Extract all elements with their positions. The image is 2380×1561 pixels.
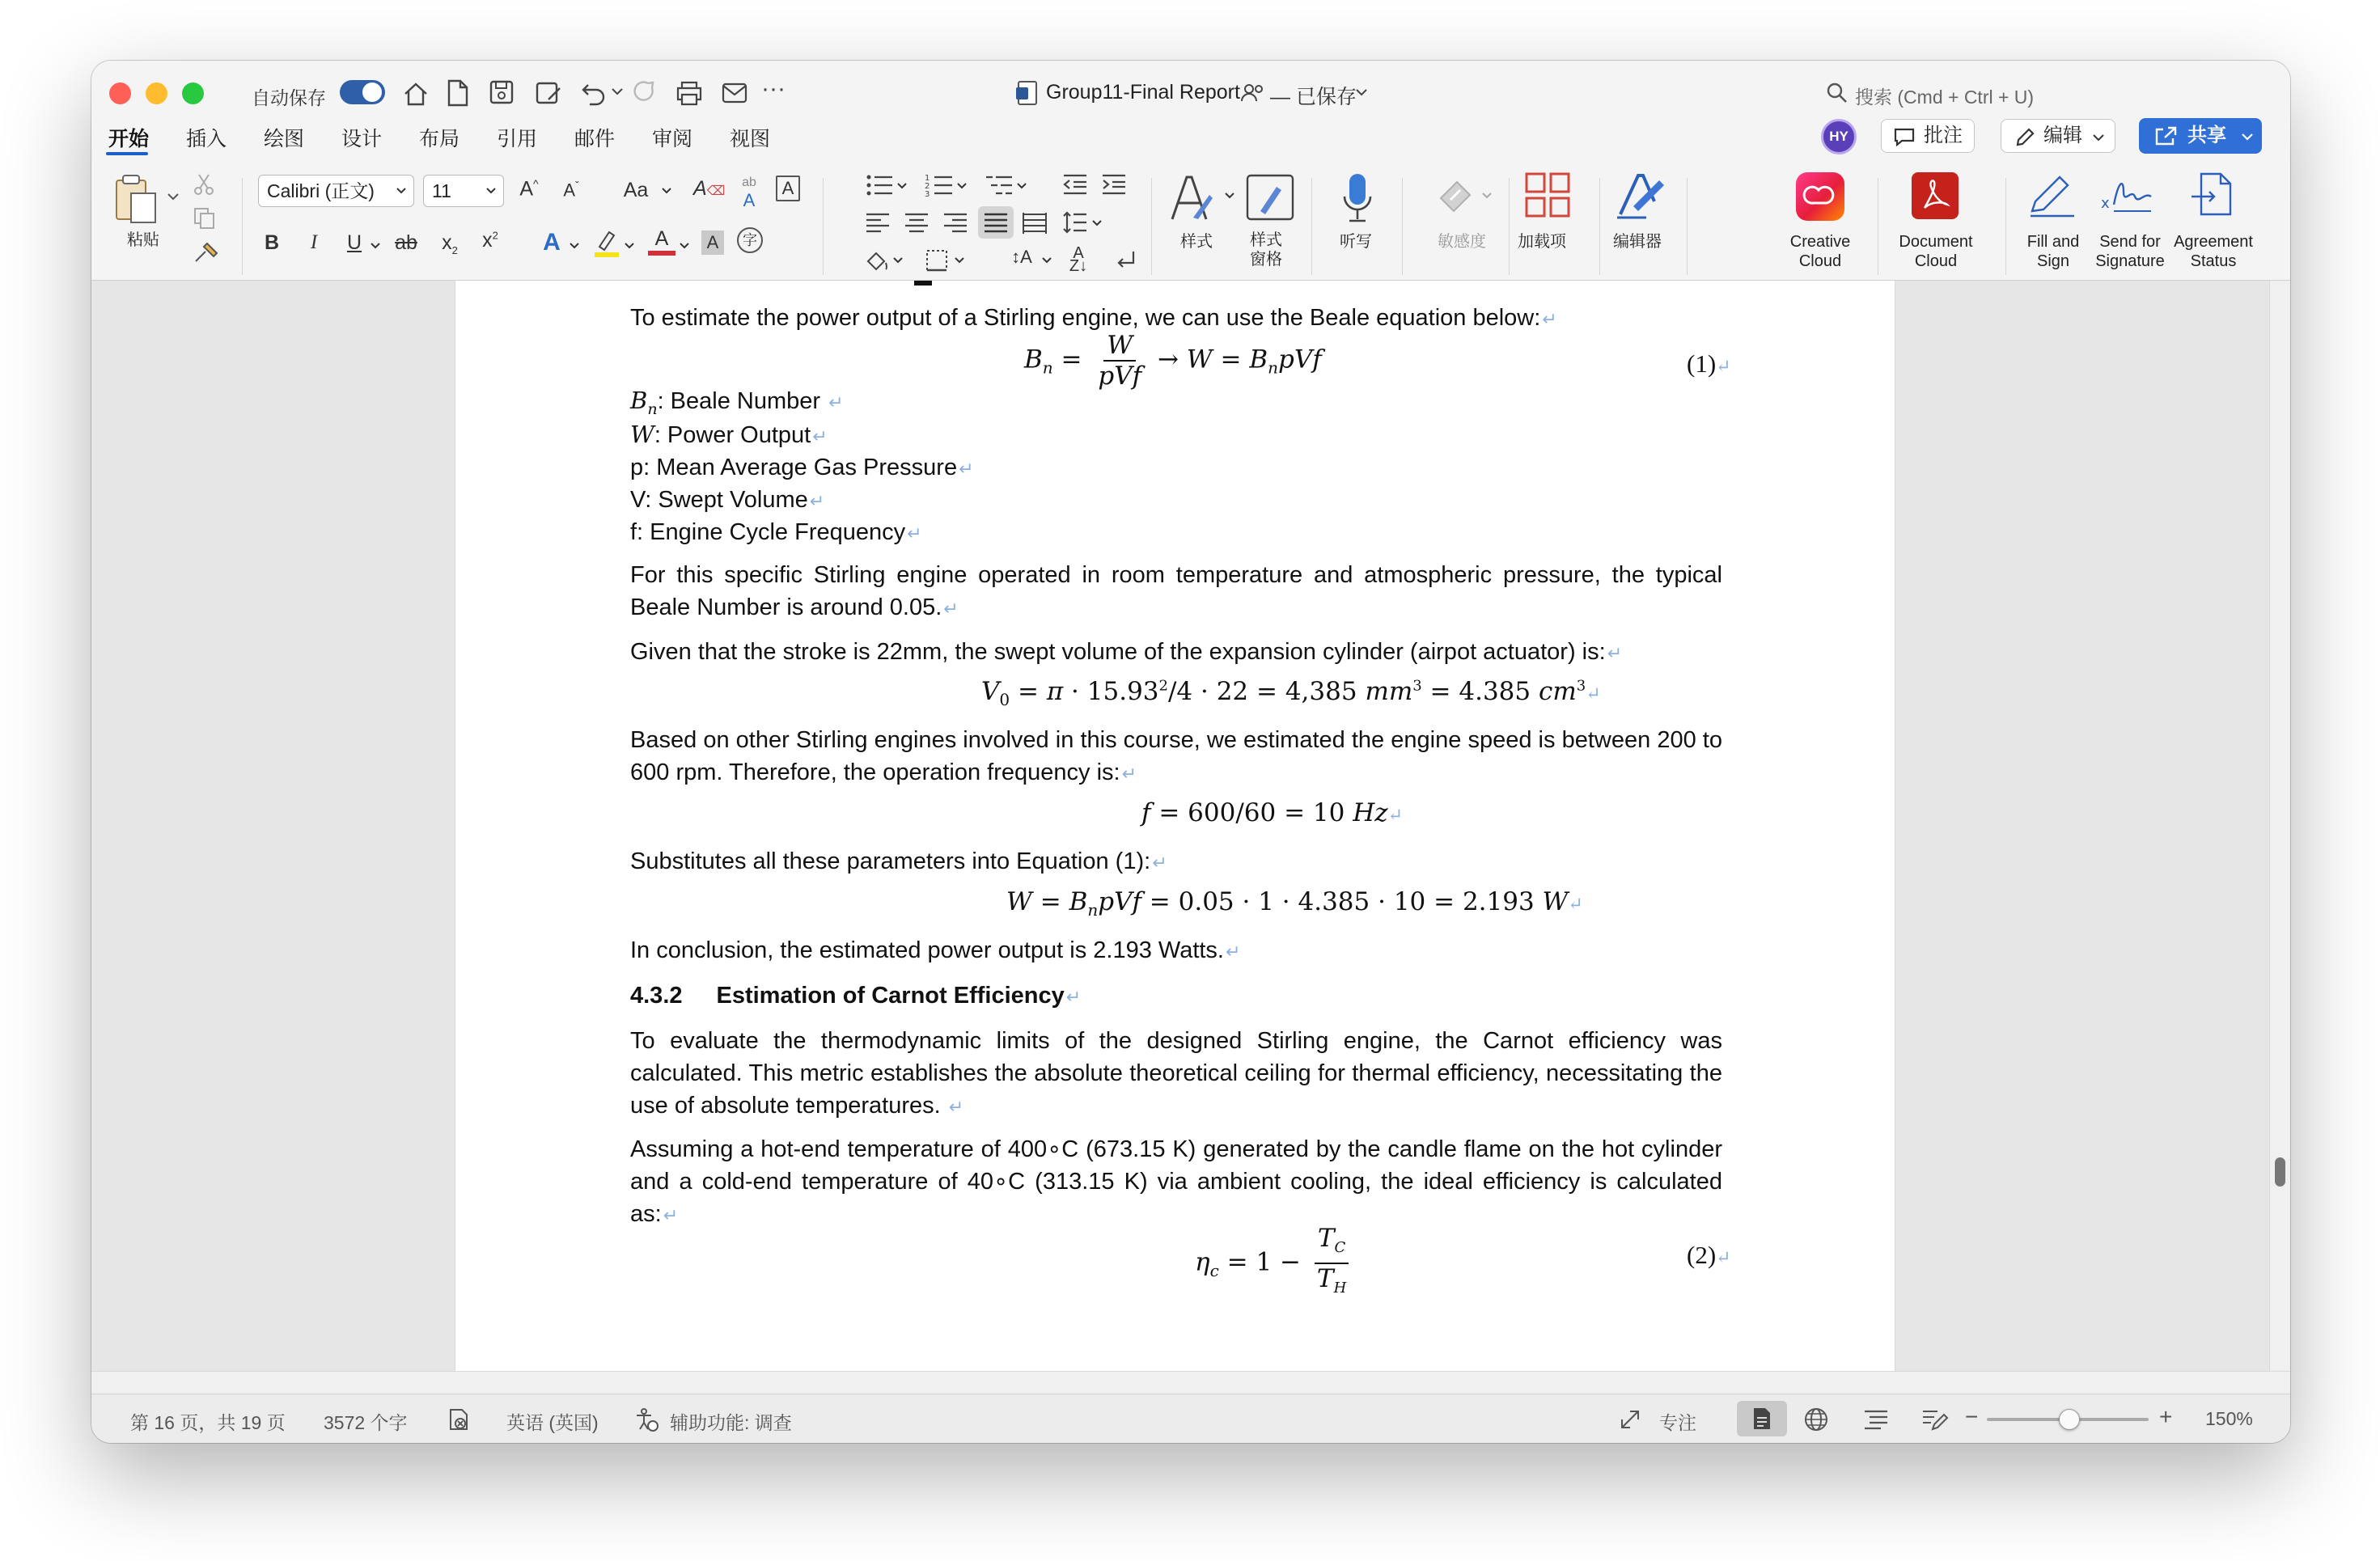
clear-formatting-icon[interactable]: A⌫ [693,177,726,200]
tab-insert[interactable]: 插入 [186,128,227,150]
chevron-down-icon [396,187,407,195]
font-size-select[interactable] [423,175,504,207]
redo-icon[interactable] [630,78,658,106]
styles-pane-icon[interactable] [1244,171,1296,224]
paste-icon[interactable] [112,172,160,226]
paragraph-assumption: Assuming a hot-end temperature of 400∘C (673.15 K) generated by the candle flame on the hot cylinder and a cold-end temperature of 40∘C (313.15 K) via ambient cooling, the ideal efficiency is calculated as:↵ [630,1136,1722,1227]
align-center-icon[interactable] [904,211,930,235]
font-color-dropdown-icon[interactable] [679,242,690,250]
word-window [91,61,2290,1443]
share-label: 共享 [2187,125,2226,146]
tab-design[interactable]: 设计 [341,128,383,150]
definition-frequency: f: Engine Cycle Frequency↵ [630,519,922,545]
paragraph-substitutes: Substitutes all these parameters into Equation (1):↵ [630,848,1167,874]
align-left-icon[interactable] [865,211,891,235]
agreement-status-label: Agreement Status [2174,233,2253,270]
search-placeholder: 搜索 (Cmd + Ctrl + U) [1855,87,2035,108]
definition-power-output: W: Power Output↵ [630,421,828,448]
editing-mode-button[interactable] [2001,119,2115,153]
heading-carnot: 4.3.2 Estimation of Carnot Efficiency↵ [630,983,1082,1009]
paragraph-evaluate: To evaluate the thermodynamic limits of the designed Stirling engine, the Carnot efficiency was calculated. This metric establishes the absolute theoretical ceiling for thermal efficiency, necessitating the use of absolute temperatures. ↵ [630,1028,1722,1119]
format-painter-icon[interactable] [193,240,220,264]
italic-icon[interactable]: I [310,231,318,253]
borders-dropdown-icon[interactable] [954,256,965,264]
save-icon[interactable] [488,78,517,108]
paste-dropdown-icon[interactable] [167,192,180,201]
language[interactable]: 英语 (英国) [506,1412,599,1433]
multilevel-list-icon[interactable] [985,172,1014,198]
numbering-dropdown-icon[interactable] [956,182,968,190]
text-direction-dropdown-icon[interactable] [1041,256,1052,264]
cut-off-glyph [914,281,932,286]
vertical-scrollbar[interactable] [2269,281,2290,1371]
font-size-value: 11 [432,180,451,201]
shared-people-icon [1240,82,1266,104]
print-layout-icon [1751,1407,1773,1431]
subscript-icon[interactable]: $x_2$ [442,231,458,256]
fill-and-sign-label: Fill and Sign [2026,233,2080,270]
comments-label: 批注 [1924,125,1963,146]
share-icon [2153,125,2178,146]
editing-label: 编辑 [2043,125,2082,146]
line-spacing-icon[interactable] [1062,209,1088,235]
paragraph-intro: To estimate the power output of a Stirling engine, we can use the Beale equation below:↵ [630,305,1557,331]
minimize-window-button[interactable] [146,82,167,104]
svg-text:1: 1 [925,174,930,183]
cut-icon[interactable] [193,172,215,197]
highlight-icon[interactable] [593,229,620,258]
close-window-button[interactable] [109,82,131,104]
document-cloud-label: Document Cloud [1899,233,1973,270]
agreement-status-icon[interactable] [2190,171,2237,219]
text-direction-icon[interactable]: ↕A [1011,247,1032,267]
svg-text:x: x [2101,195,2110,212]
word-count[interactable]: 3572 个字 [324,1412,408,1433]
title-dropdown-icon[interactable] [1355,87,1368,97]
chevron-down-icon [485,187,497,195]
svg-text:2: 2 [925,182,930,191]
borders-icon[interactable] [925,248,949,273]
status-bar [91,1394,2290,1443]
styles-label: 样式 [1180,233,1213,251]
save-as-icon[interactable] [534,78,563,108]
share-button[interactable] [2139,118,2262,154]
sensitivity-label: 敏感度 [1438,233,1486,251]
pencil-icon [2014,127,2035,148]
font-name-value: Calibri (正文) [267,180,375,201]
print-icon[interactable] [675,80,704,106]
accessibility-icon[interactable] [633,1407,659,1432]
equation-beale: $B_n$ = $\frac{W}{\text{pVf}}$ → $W = B_npVf$ [1024,331,1322,391]
strikethrough-icon[interactable]: ab [395,231,417,254]
paragraph-room-temperature: For this specific Stirling engine operated in room temperature and atmospheric pressure, the typical Beale Number is around 0.05.↵ [630,562,1722,620]
print-layout-view-button[interactable] [1737,1401,1787,1436]
editor-icon[interactable] [1614,169,1667,222]
increase-font-size-icon[interactable]: A^ [519,177,539,201]
underline-icon[interactable]: U [346,231,362,254]
enclose-characters-icon[interactable]: 字 [737,227,763,253]
styles-dropdown-icon[interactable] [1224,192,1235,200]
outline-view-icon[interactable] [1863,1408,1889,1431]
proofing-icon[interactable] [446,1407,470,1432]
editor-label: 编辑器 [1613,233,1662,251]
comments-button[interactable] [1881,119,1975,153]
sensitivity-icon[interactable] [1433,174,1478,219]
send-for-signature-icon[interactable] [2099,172,2154,218]
zoom-slider-handle[interactable] [2059,1409,2080,1430]
tab-home[interactable]: 开始 [108,128,150,150]
bullets-dropdown-icon[interactable] [896,182,908,190]
document-cloud-icon[interactable] [1912,172,1959,219]
chevron-down-icon [2092,133,2105,142]
sensitivity-dropdown-icon[interactable] [1481,192,1493,200]
shading-dropdown-icon[interactable] [892,256,904,264]
definition-pressure: p: Mean Average Gas Pressure↵ [630,455,974,480]
font-color-icon[interactable]: A [648,226,675,256]
change-case-dropdown-icon[interactable] [661,187,672,195]
align-right-icon[interactable] [942,211,968,235]
equation-carnot: $\eta_c = 1$ − $\frac{T_C}{T_H}$ [1195,1224,1354,1303]
copy-icon[interactable] [193,206,217,231]
tab-review[interactable]: 审阅 [652,128,693,150]
creative-cloud-icon[interactable] [1796,172,1844,221]
maximize-window-button[interactable] [182,82,204,104]
focus-icon[interactable] [1619,1408,1641,1431]
email-icon[interactable] [721,82,748,104]
creative-cloud-label: Creative Cloud [1789,233,1851,270]
comment-icon [1893,127,1916,146]
equation-2-number: (2)↵ [1687,1241,1731,1269]
decrease-indent-icon[interactable] [1062,172,1088,197]
autosave-toggle[interactable] [340,80,385,104]
accessibility-status[interactable]: 辅助功能: 调查 [670,1412,792,1433]
scrollbar-thumb[interactable] [2275,1157,2285,1187]
word-document-icon [1014,80,1039,106]
document-canvas [91,281,2290,1371]
increase-indent-icon[interactable] [1101,172,1127,197]
highlight-dropdown-icon[interactable] [624,242,635,250]
styles-pane-label: 样式 窗格 [1250,231,1282,269]
zoom-out-button[interactable]: − [1965,1404,1979,1429]
addins-icon[interactable] [1523,171,1572,219]
equation-frequency: f = 600/60 = 10 Hz↵ [1141,798,1404,827]
character-border-icon[interactable]: A [776,176,800,201]
multilevel-dropdown-icon[interactable] [1016,182,1027,190]
microphone-icon[interactable] [1340,171,1375,227]
definition-beale-number: $B_n$: Beale Number ↵ [630,387,844,418]
active-tab-indicator [106,152,148,155]
justify-icon[interactable] [983,211,1009,235]
search-box[interactable] [1826,75,2198,111]
page-count[interactable]: 第 16 页，共 19 页 [130,1412,286,1433]
paragraph-conclusion: In conclusion, the estimated power output is 2.193 Watts.↵ [630,937,1241,963]
superscript-icon[interactable]: $x^2$ [482,229,498,252]
undo-icon[interactable] [580,78,608,106]
svg-text:3: 3 [925,190,930,198]
web-layout-icon[interactable] [1803,1407,1829,1432]
user-avatar[interactable]: HY [1821,119,1857,154]
send-for-signature-label: Send for Signature [2095,233,2165,270]
bullets-icon[interactable] [865,172,894,198]
equation-swept-volume: $V_0 = \pi \cdot 15.93^2/4 \cdot 22 = 4,385$ $mm^3 = 4.385$ $cm^3↵$ [981,677,1601,710]
focus-label[interactable]: 专注 [1659,1412,1696,1433]
tab-references[interactable]: 引用 [497,128,538,150]
decrease-font-size-icon[interactable]: $A^ˇ$ [563,179,579,201]
line-spacing-dropdown-icon[interactable] [1091,219,1103,227]
distributed-icon[interactable] [1022,211,1048,235]
shading-icon[interactable] [865,248,889,273]
toolbar-area [91,61,2290,281]
tab-view[interactable]: 视图 [730,128,771,150]
tab-layout[interactable]: 布局 [419,128,460,150]
more-commands-icon[interactable]: ··· [761,75,786,102]
zoom-in-button[interactable]: + [2159,1404,2173,1429]
addins-label: 加载项 [1518,233,1566,251]
paste-label: 粘贴 [127,231,159,249]
numbering-icon[interactable] [925,172,954,198]
change-case-icon[interactable]: Aa [623,179,649,201]
sort-icon[interactable]: A Z↓ [1069,244,1088,275]
fill-and-sign-icon[interactable] [2027,171,2077,219]
equation-1-number: (1)↵ [1687,349,1731,378]
horizontal-scrollbar[interactable] [91,1371,2290,1394]
home-icon[interactable] [401,80,430,108]
character-shading-icon[interactable]: A [701,231,724,255]
document-title[interactable]: Group11-Final Report [1046,81,1240,104]
search-icon [1826,82,1849,104]
styles-icon[interactable] [1169,171,1218,224]
draft-view-icon[interactable] [1921,1407,1949,1432]
show-formatting-marks-icon[interactable] [1112,248,1138,273]
tab-draw[interactable]: 绘图 [264,128,305,150]
zoom-level[interactable]: 150% [2205,1408,2253,1429]
paragraph-stroke: Given that the stroke is 22mm, the swept volume of the expansion cylinder (airpot actuator) is:↵ [630,639,1623,665]
bold-icon[interactable]: B [264,231,280,254]
save-status: — 已保存 [1270,86,1357,108]
underline-dropdown-icon[interactable] [370,242,381,250]
share-dropdown-icon[interactable] [2241,132,2254,142]
new-document-icon[interactable] [446,78,470,108]
tab-mailings[interactable]: 邮件 [574,128,616,150]
font-name-select[interactable] [258,175,414,207]
paragraph-engine-speed: Based on other Stirling engines involved in this course, we estimated the engine speed is between 200 to 600 rpm. Therefore, the operation frequency is:↵ [630,727,1722,785]
text-effects-dropdown-icon[interactable] [569,242,580,250]
phonetic-guide-icon[interactable]: ab A [742,176,756,210]
text-effects-icon[interactable]: A [543,229,561,256]
definition-swept-volume: V: Swept Volume↵ [630,487,825,513]
undo-dropdown-icon[interactable] [611,87,624,96]
dictate-label: 听写 [1340,233,1372,251]
autosave-label: 自动保存 [252,87,326,108]
equation-power: $W = B_npVf = 0.05 \cdot 1 \cdot 4.385 \cdot 10 = 2.193$ W↵ [1006,887,1583,920]
